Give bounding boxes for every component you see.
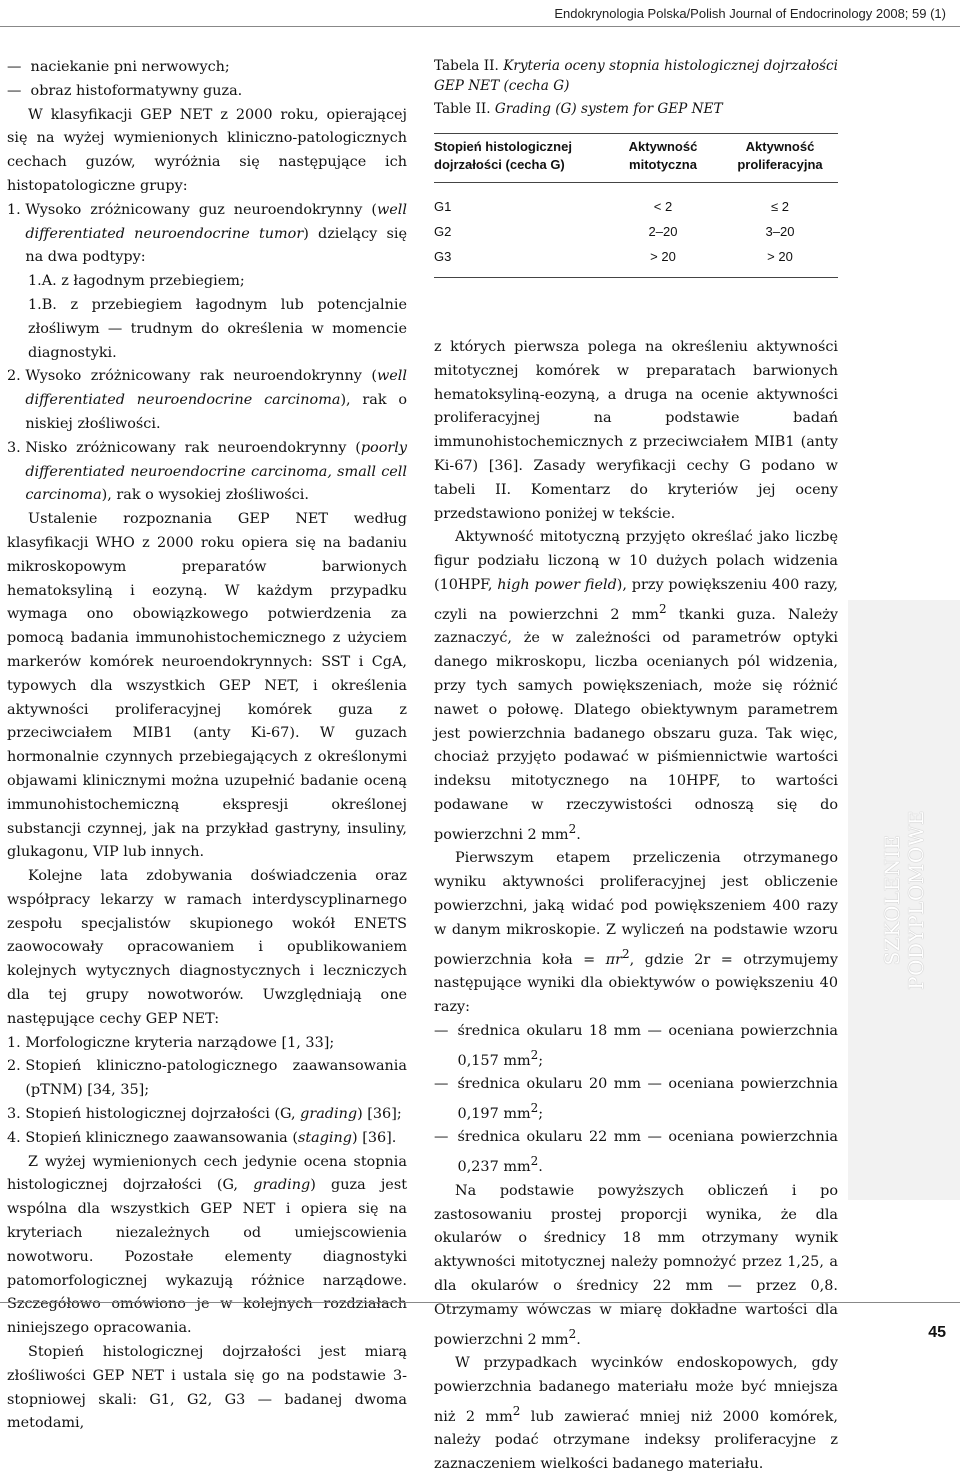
- section-label: SZKOLENIE PODYPLOMOWE: [880, 810, 928, 990]
- list-item: — obraz histoformatywny guza.: [7, 82, 243, 99]
- table-header-row: [434, 134, 838, 183]
- table-cell: < 2: [653, 199, 673, 214]
- feature-item: 3. Stopień histologicznej dojrzałości (G, grading) [36];: [7, 1106, 402, 1123]
- journal-header: Endokrynologia Polska/Polish Journal of Endocrinology 2008; 59 (1): [554, 6, 946, 21]
- feature-item: 1. Morfologiczne kryteria narządowe [1, 33];: [7, 1034, 335, 1051]
- table-header-cell: Aktywność mitotyczna: [628, 139, 698, 172]
- table-cell: ≤ 2: [771, 199, 789, 214]
- paragraph: Na podstawie powyższych obliczeń i po zastosowaniu prostej proporcji wynika, że dla okularów o średnicy 18 mm otrzymany wynik aktywności mitotycznej należy pomnożyć przez 1,25, a dla okularów o średnicy 22 mm — przez 0,8. Otrzymamy wówczas w miarę dokładne wartości dla powierzchni 2 $mm^2$.: [434, 1182, 838, 1348]
- table-cell: > 20: [767, 249, 793, 264]
- paragraph: W klasyfikacji GEP NET z 2000 roku, opierającej się na wyżej wymienionych kliniczno-patologicznych cechach guzów, wyróżnia się następujące ich histopatologiczne grupy:: [7, 106, 407, 194]
- list-item: — średnica okularu 22 mm — oceniana powierzchnia 0,237 $mm^2$.: [434, 1129, 838, 1176]
- page-number: 45: [928, 1324, 946, 1341]
- paragraph: W przypadkach wycinków endoskopowych, gdy powierzchnia badanego materiału może być mniejsza niż 2 $mm^2$ lub zawierać mniej niż 2000 komórek, należy podać otrzymane indeksy proliferacyjne z zaznaczeniem wielkości badanego materiału.: [434, 1355, 838, 1473]
- paragraph: Pierwszym etapem przeliczenia otrzymanego wyniku aktywności proliferacyjnej jest obliczenie powierzchni, jaką widać pod powiększeniem 400 razy w danym mikroskopie. Z wyliczeń na podstawie wzoru powierzchnia koła = $\pi r^2$, gdzie 2r = otrzymujemy następujące wyniki dla obiektywów o powiększeniu 40 razy:: [434, 850, 838, 1015]
- table-cell: 2–20: [648, 224, 678, 239]
- header-divider: [0, 26, 960, 27]
- paragraph: Kolejne lata zdobywania doświadczenia oraz współpracy lekarzy w ramach interdyscyplinarnego zespołu specjalistów skupionego wokół ENETS zaowocowały opracowaniem i opublikowaniem kolejnych wytycznych diagnostycznych i leczniczych dla tej grupy nowotworów. Uwzględniają one następujące cechy GEP NET:: [7, 868, 407, 1027]
- paragraph: Stopień histologicznej dojrzałości jest miarą złośliwości GEP NET i ustala się go na podstawie 3-stopniowej skali: G1, G2, G3 — badanej dwoma metodami,: [7, 1344, 407, 1432]
- table-cell: G2: [434, 224, 452, 239]
- table-cell: G3: [434, 249, 452, 264]
- paragraph: z których pierwsza polega na określeniu aktywności mitotycznej komórek w preparatach barwionych hematoksyliną-eozyną, a druga na ocenie aktywności proliferacyjnej na podstawie badań immunohistochemicznych z przeciwciałem MIB1 (anty Ki-67) [36]. Zasady weryfikacji cechy G podano w tabeli II. Komentarz do kryteriów jej oceny przedstawiono poniżej w tekście.: [434, 339, 838, 522]
- paragraph: Z wyżej wymienionych cech jedynie ocena stopnia histologicznej dojrzałości (G, grading) guza jest wspólna dla wszystkich GEP NET i opiera się na kryteriach niezależnych od umiejscowienia nowotworu. Pozostałe elementy diagnostyki patomorfologicznej wykazują różnice narządowe. Szczegółowo omówiono je w kolejnych rozdziałach niniejszego opracowania.: [7, 1153, 407, 1337]
- table-row: [434, 242, 838, 278]
- right-column: [434, 56, 838, 1477]
- section-side-tab: [848, 600, 960, 1200]
- table-caption-en: Table II. Grading (G) system for GEP NET: [434, 101, 723, 117]
- table-cell: 3–20: [765, 224, 795, 239]
- footer-divider: [0, 1302, 960, 1303]
- table-header-cell: Aktywność proliferacyjna: [737, 139, 823, 172]
- feature-item: 2. Stopień kliniczno-patologicznego zaawansowania (pTNM) [34, 35];: [7, 1058, 407, 1099]
- list-item: — średnica okularu 18 mm — oceniana powierzchnia 0,157 $mm^2$;: [434, 1022, 838, 1069]
- subgroup-item: 1.B. z przebiegiem łagodnym lub potencjalnie złośliwym — trudnym do określenia w momencie diagnostyki.: [28, 296, 407, 361]
- list-item: — średnica okularu 20 mm — oceniana powierzchnia 0,197 $mm^2$;: [434, 1076, 838, 1122]
- group-item: 2. Wysoko zróżnicowany rak neuroendokrynny (well differentiated neuroendocrine carcinoma), rak o niskiej złośliwości.: [7, 368, 407, 432]
- table-cell: > 20: [650, 249, 676, 264]
- table-row: [434, 183, 838, 218]
- list-item: — naciekanie pni nerwowych;: [7, 59, 230, 75]
- table-row: [434, 217, 838, 242]
- group-item: 3. Nisko zróżnicowany rak neuroendokrynny (poorly differentiated neuroendocrine carcinoma, small cell carcinoma), rak o wysokiej złośliwości.: [7, 439, 407, 504]
- group-item: 1. Wysoko zróżnicowany guz neuroendokrynny (well differentiated neuroendocrine tumor) dzielący się na dwa podtypy:: [7, 201, 407, 266]
- grading-table: [434, 133, 838, 278]
- table-header-cell: Stopień histologicznej dojrzałości (cecha G): [434, 139, 572, 172]
- subgroup-item: 1.A. z łagodnym przebiegiem;: [28, 273, 245, 290]
- left-column: [7, 56, 407, 1436]
- paragraph: Ustalenie rozpoznania GEP NET według klasyfikacji WHO z 2000 roku opiera się na badaniu mikroskopowym preparatów barwionych hematoksyliną i eozyną. W każdym przypadku wymaga ono obowiązkowego potwierdzenia za pomocą badania immunohistochemicznego z użyciem markerów komórek neuroendokrynnych: SST i CgA, typowych dla wszystkich GEP NET, i określenia aktywności proliferacyjnej komórek guza z przeciwciałem MIB1 (anty Ki-67). W guzach hormonalnie czynnych przebiegających z określonymi objawami klinicznymi można uzupełnić badanie oceną immunohistochemiczną ekspresji określonej substancji czynnej, jak na przykład gastryny, insuliny, glukagonu, VIP lub innych.: [7, 511, 407, 861]
- paragraph: Aktywność mitotyczną przyjęto określać jako liczbę figur podziału liczoną w 10 dużych polach widzenia (10HPF, high power field), przy powiększeniu 400 razy, czyli na powierzchni 2 $mm^2$ tkanki guza. Należy zaznaczyć, że w zależności od parametrów optyki danego mikroskopu, liczba ocenianych pól widzenia, przy tych samych powiększeniach, może się różnić nawet o połowę. Dlatego obiektywnym parametrem jest powierzchnia badanego obszaru guza. Tak więc, chociaż przyjęto podawać w piśmiennictwie wartości indeksu mitotycznego na 10HPF, to wartości podawane w rzeczywistości odnoszą się do powierzchni 2 $mm^2$.: [434, 529, 838, 843]
- feature-item: 4. Stopień klinicznego zaawansowania (staging) [36].: [7, 1129, 397, 1146]
- table-caption-pl: Tabela II. Kryteria oceny stopnia histologicznej dojrzałości GEP NET (cecha G): [434, 58, 838, 94]
- table-cell: G1: [434, 199, 452, 214]
